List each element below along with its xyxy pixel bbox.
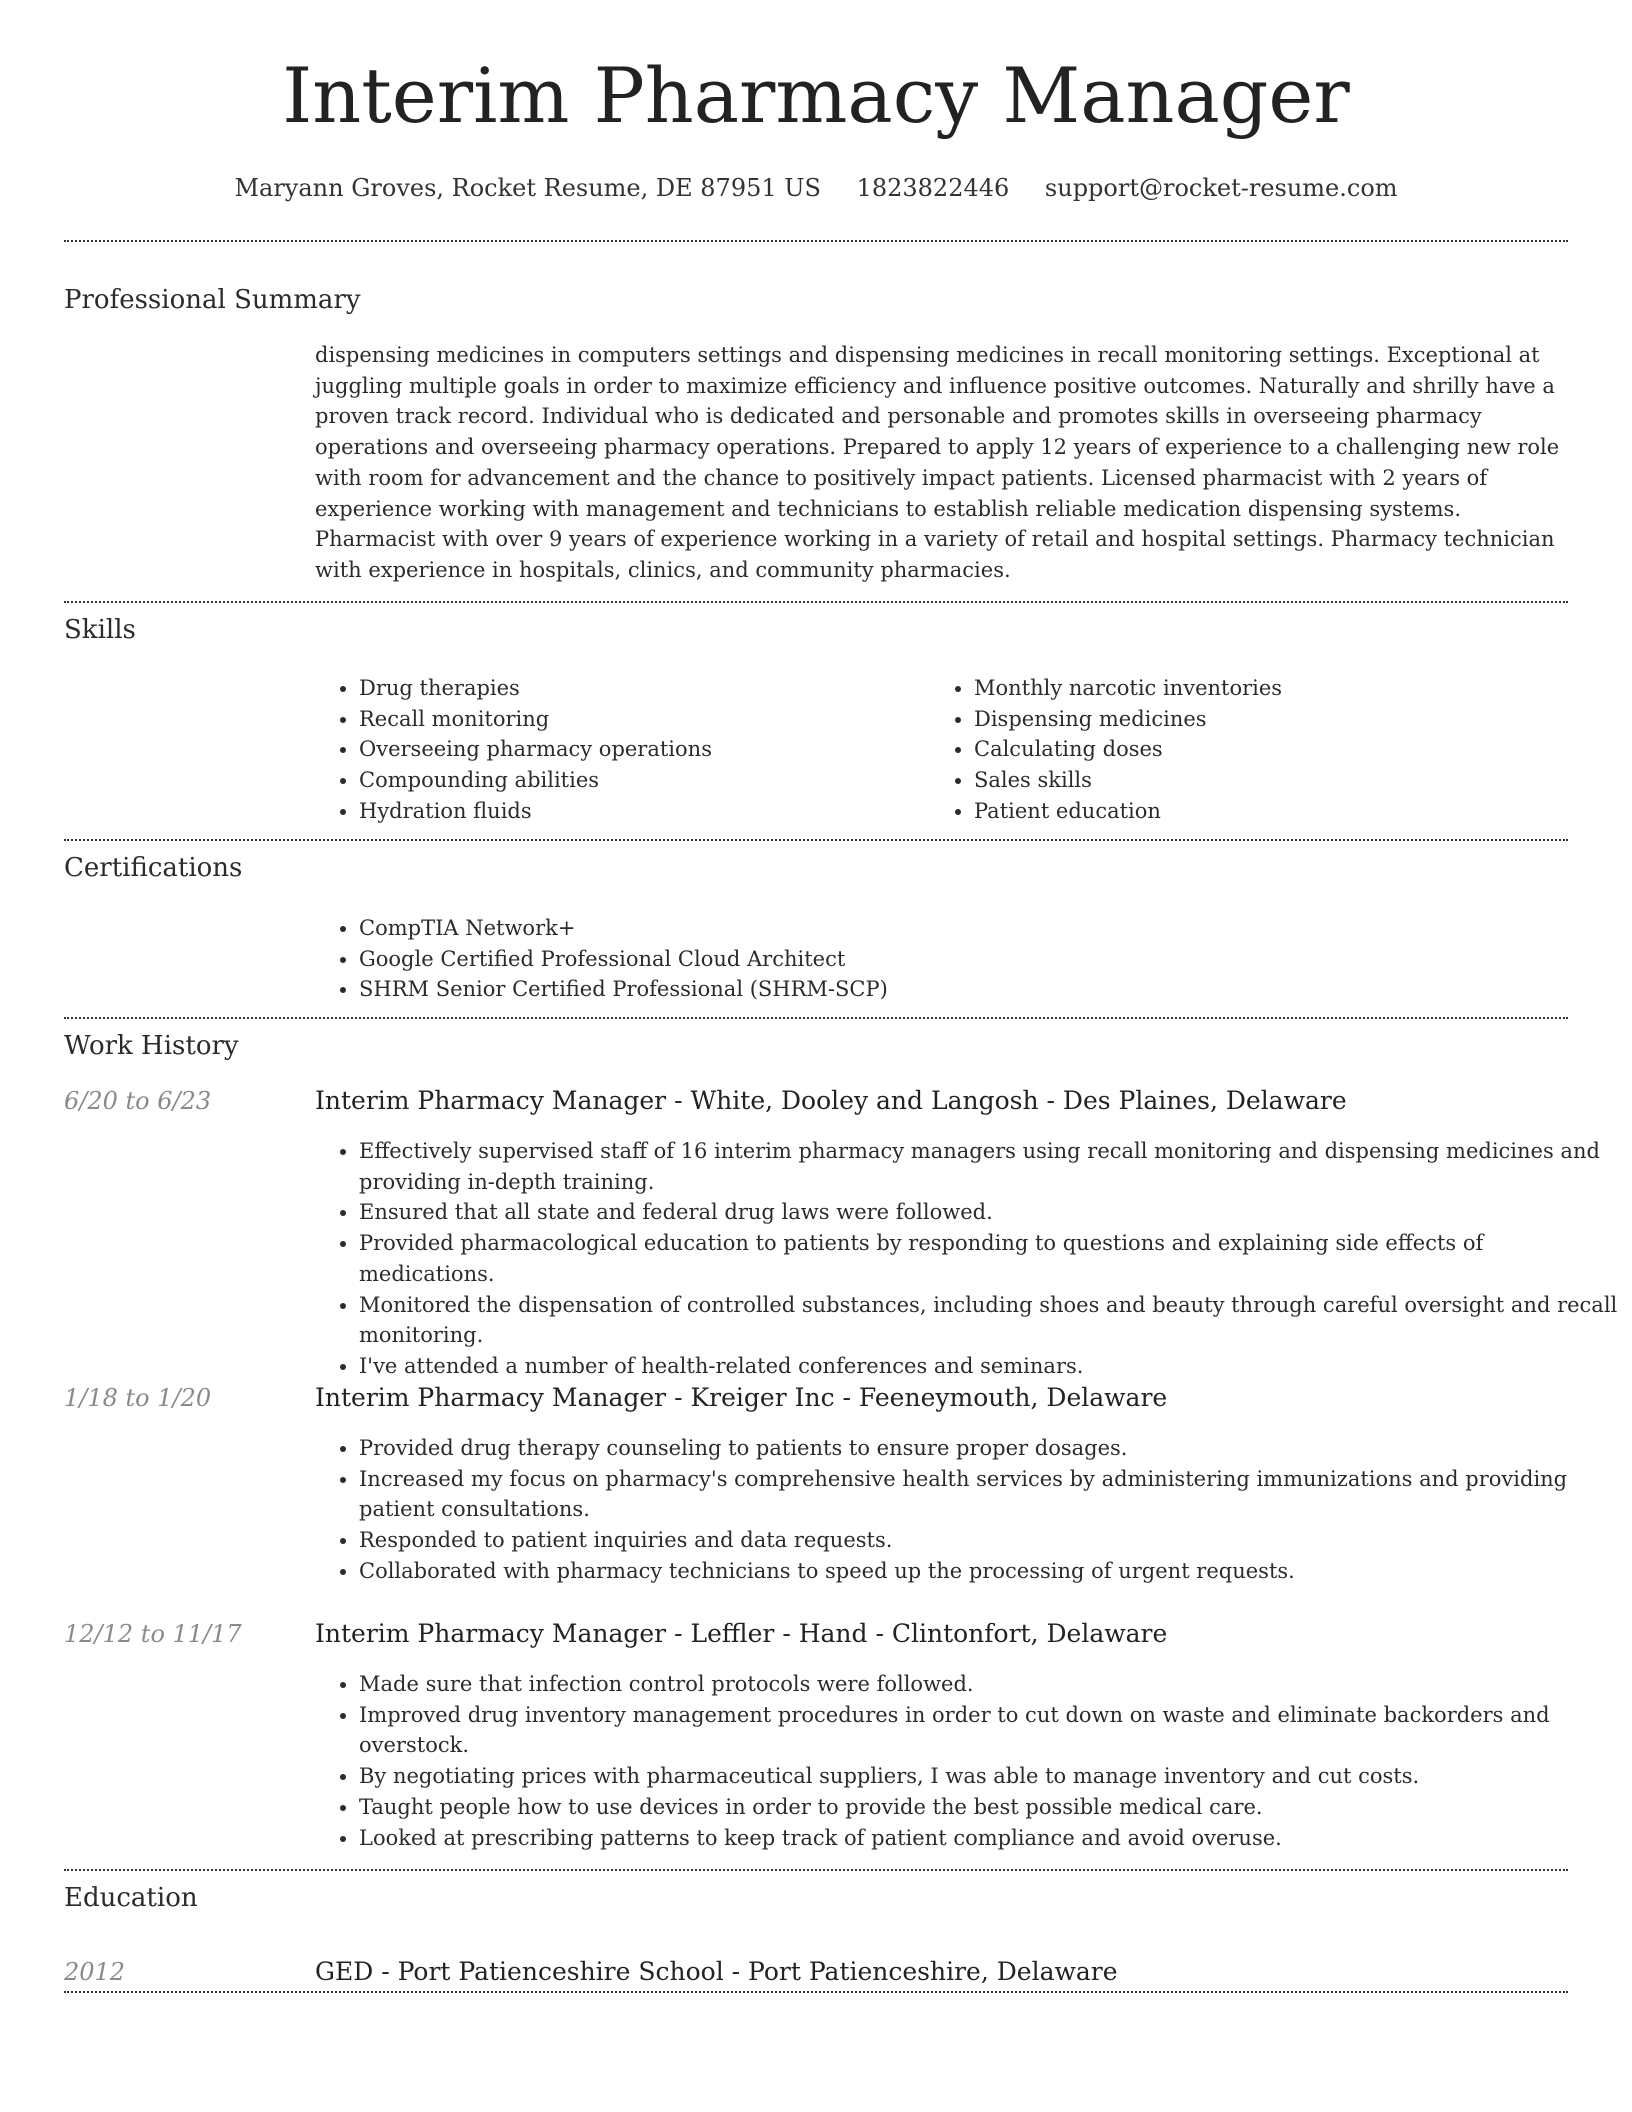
skill-item: • Monthly narcotic inventories <box>974 673 1574 704</box>
certifications-list <box>315 913 1559 1005</box>
job-bullet: • By negotiating prices with pharmaceutical suppliers, I was able to manage inventory and cut costs. <box>359 1761 1619 1792</box>
education-year: 2012 <box>64 1958 126 1986</box>
job-bullet: • Effectively supervised staff of 16 interim pharmacy managers using recall monitoring and dispensing medicines and providing in-depth training. <box>359 1136 1619 1197</box>
divider <box>64 1017 1568 1019</box>
divider <box>64 839 1568 841</box>
job-bullet: • Provided pharmacological education to patients by responding to questions and explaining side effects of medications. <box>359 1228 1619 1289</box>
education-title: GED - Port Patienceshire School - Port Patienceshire, Delaware <box>315 1957 1118 1986</box>
skill-item: • Calculating doses <box>974 734 1574 765</box>
job-bullets <box>315 1136 1619 1382</box>
skill-item: • Recall monitoring <box>359 704 919 735</box>
skill-item: • Compounding abilities <box>359 765 919 796</box>
skill-item: • Sales skills <box>974 765 1574 796</box>
certification-item: • Google Certified Professional Cloud Architect <box>359 944 1559 975</box>
summary-text: dispensing medicines in computers settings and dispensing medicines in recall monitoring settings. Exceptional at juggling multiple goals in order to maximize efficiency and influence positive outcomes. Naturally and shrilly have a proven track record. Individual who is dedicated and personable and promotes skills in overseeing pharmacy operations and overseeing pharmacy operations. Prepared to apply 12 years of experience to a challenging new role with room for advancement and the chance to positively impact patients. Licensed pharmacist with 2 years of experience working with management and technicians to establish reliable medication dispensing systems. Pharmacist with over 9 years of experience working in a variety of retail and hospital settings. Pharmacy technician with experience in hospitals, clinics, and community pharmacies. <box>315 343 1560 582</box>
job-bullet: • Collaborated with pharmacy technicians to speed up the processing of urgent requests. <box>359 1556 1619 1587</box>
skills-heading: Skills <box>64 615 136 645</box>
contact-address: Maryann Groves, Rocket Resume, DE 87951 US <box>234 174 821 202</box>
job-bullet: • Monitored the dispensation of controlled substances, including shoes and beauty through careful oversight and recall monitoring. <box>359 1290 1619 1351</box>
skill-item: • Hydration fluids <box>359 796 919 827</box>
education-heading: Education <box>64 1883 198 1913</box>
work-heading: Work History <box>64 1031 239 1061</box>
resume-title: Interim Pharmacy Manager <box>282 51 1350 140</box>
job-dates: 1/18 to 1/20 <box>64 1384 212 1412</box>
certification-item: • SHRM Senior Certified Professional (SHRM-SCP) <box>359 974 1559 1005</box>
job-title: Interim Pharmacy Manager - Kreiger Inc - Feeneymouth, Delaware <box>315 1383 1168 1412</box>
job-bullet: • Improved drug inventory management procedures in order to cut down on waste and eliminate backorders and overstock. <box>359 1700 1619 1761</box>
job-bullet: • Responded to patient inquiries and data requests. <box>359 1525 1619 1556</box>
job-bullet: • Made sure that infection control protocols were followed. <box>359 1669 1619 1700</box>
job-title: Interim Pharmacy Manager - White, Dooley and Langosh - Des Plaines, Delaware <box>315 1086 1347 1115</box>
job-bullet: • I've attended a number of health-related conferences and seminars. <box>359 1351 1619 1382</box>
contact-phone: 1823822446 <box>856 174 1010 202</box>
skill-item: • Drug therapies <box>359 673 919 704</box>
job-bullets <box>315 1669 1619 1853</box>
divider <box>64 1869 1568 1871</box>
job-dates: 6/20 to 6/23 <box>64 1087 212 1115</box>
certification-item: • CompTIA Network+ <box>359 913 1559 944</box>
divider <box>64 1991 1568 1993</box>
job-bullet: • Ensured that all state and federal drug laws were followed. <box>359 1197 1619 1228</box>
job-bullet: • Looked at prescribing patterns to keep track of patient compliance and avoid overuse. <box>359 1823 1619 1854</box>
contact-email: support@rocket-resume.com <box>1044 174 1398 202</box>
skills-list-left <box>315 673 919 827</box>
skills-list-right <box>930 673 1574 827</box>
divider <box>64 240 1568 242</box>
job-bullet: • Provided drug therapy counseling to patients to ensure proper dosages. <box>359 1433 1619 1464</box>
job-dates: 12/12 to 11/17 <box>64 1620 242 1648</box>
skill-item: • Dispensing medicines <box>974 704 1574 735</box>
job-bullet: • Taught people how to use devices in order to provide the best possible medical care. <box>359 1792 1619 1823</box>
job-title: Interim Pharmacy Manager - Leffler - Hand - Clintonfort, Delaware <box>315 1619 1168 1648</box>
divider <box>64 601 1568 603</box>
skill-item: • Patient education <box>974 796 1574 827</box>
job-bullet: • Increased my focus on pharmacy's comprehensive health services by administering immunizations and providing patient consultations. <box>359 1464 1619 1525</box>
contact-line <box>0 170 1632 206</box>
certifications-heading: Certifications <box>64 853 243 883</box>
summary-heading: Professional Summary <box>64 285 361 315</box>
job-bullets <box>315 1433 1619 1587</box>
skill-item: • Overseeing pharmacy operations <box>359 734 919 765</box>
